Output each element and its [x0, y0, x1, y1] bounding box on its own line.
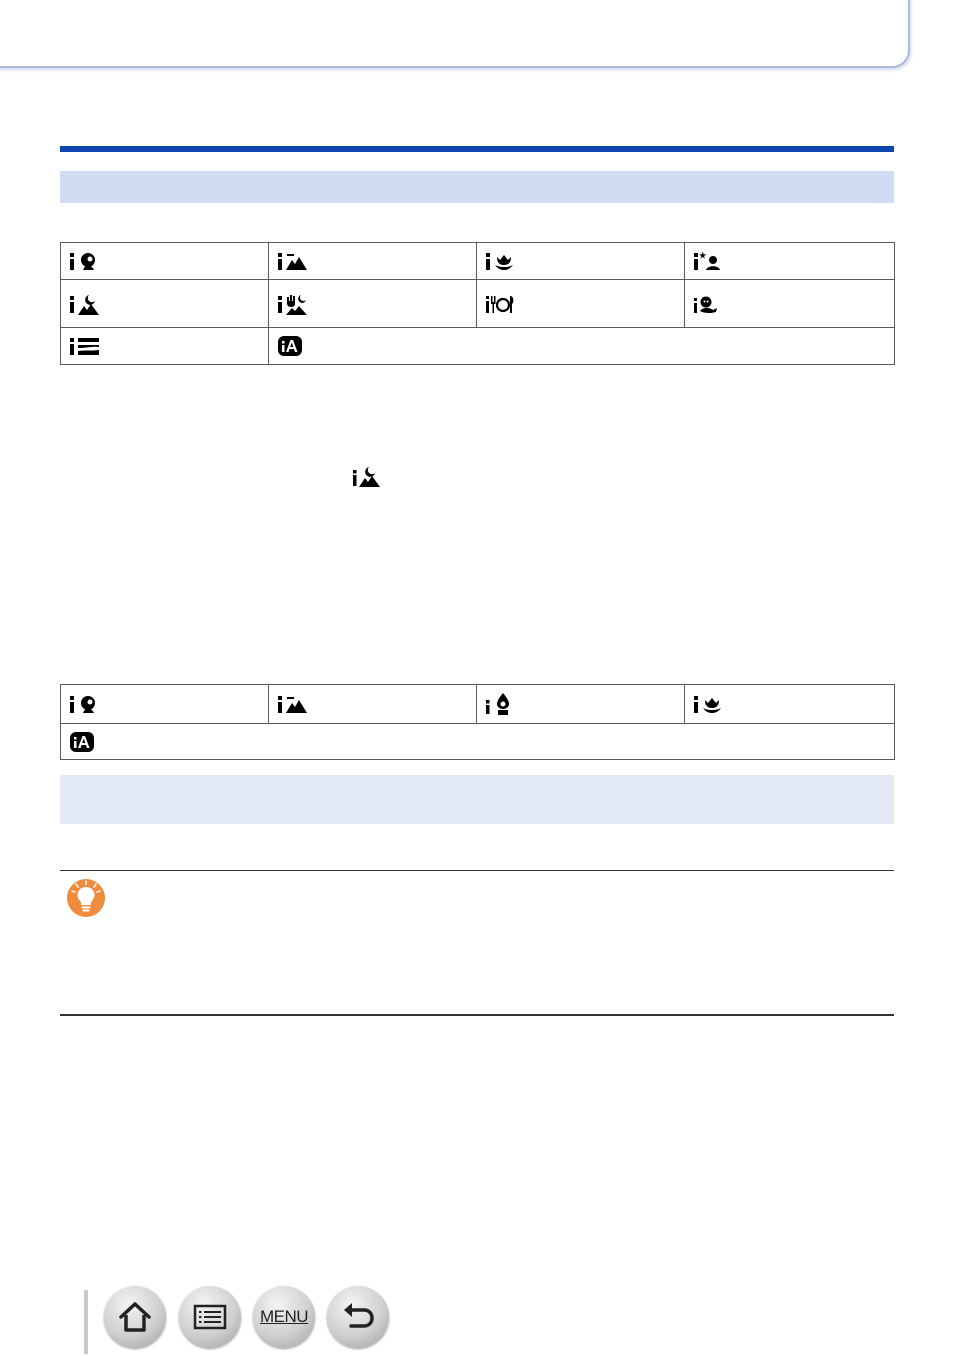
scene-cell — [61, 685, 269, 724]
i-handheld-night-shot-icon — [275, 291, 311, 317]
scene-table-videos — [60, 684, 895, 760]
i-night-portrait-icon — [691, 248, 727, 274]
i-night-scenery-icon — [67, 291, 103, 317]
scene-cell-wide — [61, 724, 895, 760]
note-band — [60, 775, 894, 824]
scene-cell — [477, 685, 685, 724]
menu-icon: MENU — [259, 1307, 309, 1326]
scene-cell — [61, 328, 269, 365]
i-baby-icon — [691, 291, 727, 317]
contents-button[interactable] — [179, 1286, 241, 1348]
scene-cell — [477, 243, 685, 280]
scene-cell-wide — [269, 328, 895, 365]
menu-button[interactable] — [253, 1286, 315, 1348]
scene-table-photos — [60, 242, 895, 365]
i-portrait-icon — [67, 248, 103, 274]
tip-top-rule — [60, 870, 894, 871]
scene-cell — [685, 280, 895, 328]
contents-list-icon — [190, 1297, 230, 1337]
i-night-scenery-icon — [350, 465, 382, 489]
scene-cell — [61, 243, 269, 280]
header-tab-frame — [0, 0, 910, 68]
i-food-icon — [483, 291, 519, 317]
i-low-light-icon — [483, 691, 519, 717]
intelligent-auto-icon — [275, 333, 311, 359]
navigation-divider — [84, 1290, 88, 1354]
scene-cell — [269, 243, 477, 280]
scene-cell — [269, 280, 477, 328]
i-portrait-icon — [67, 691, 103, 717]
section-heading-band — [60, 171, 894, 203]
home-button[interactable] — [104, 1286, 166, 1348]
scene-cell — [685, 243, 895, 280]
lightbulb-tip-icon — [66, 878, 106, 918]
i-scenery-icon — [275, 691, 311, 717]
home-icon — [115, 1297, 155, 1337]
title-rule — [60, 146, 894, 152]
scene-cell — [685, 685, 895, 724]
i-scenery-icon — [275, 248, 311, 274]
scene-cell — [477, 280, 685, 328]
back-icon — [338, 1297, 378, 1337]
scene-cell — [61, 280, 269, 328]
back-button[interactable] — [327, 1286, 389, 1348]
scene-cell — [269, 685, 477, 724]
i-macro-icon — [483, 248, 519, 274]
i-macro-icon — [691, 691, 727, 717]
tip-bottom-rule — [60, 1014, 894, 1016]
i-sunset-icon — [67, 333, 103, 359]
intelligent-auto-icon — [67, 729, 103, 755]
